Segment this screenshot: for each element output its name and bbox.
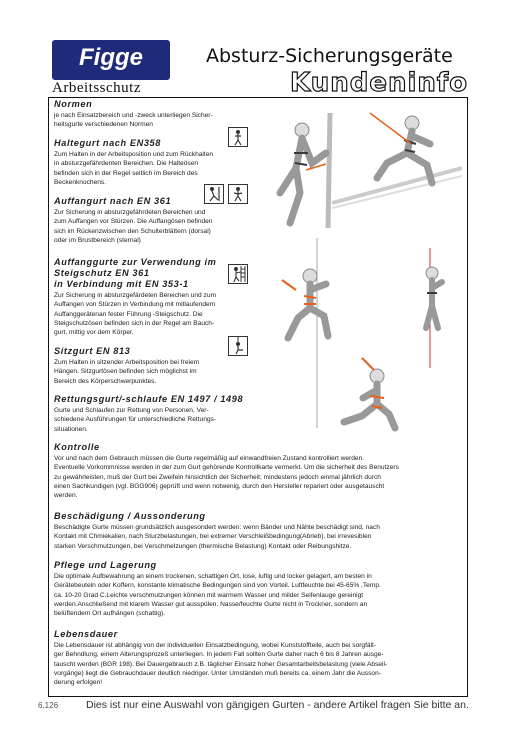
worker-rope-access-figure — [282, 238, 328, 428]
page-number: 6.126 — [38, 701, 59, 710]
text-line: zu gewährleisten, muß der Gurt bei Zweifeln hinsichtlich der Sicherheit; mindestens jedoch einmal jährlich durch — [54, 473, 381, 481]
text-line: befinden sich in der Regel seitlich im Bereich des — [54, 169, 198, 177]
section-beschaedigung — [54, 511, 464, 551]
section-heading: Kontrolle — [54, 442, 100, 452]
text-line: Auffanggerätenan fester Führung -Steigschutz. Die — [54, 310, 203, 318]
text-line: Eventuelle Vorkommnisse werden in der zum Gurt gehörende Kontrollkarte vermerkt. Um die sicherheit des Benutzers — [54, 464, 399, 472]
footer-note: Dies ist nur eine Auswahl von gängigen Gurten - andere Artikel fragen Sie bitte an. — [86, 699, 469, 711]
text-line: sich im Rückenzwischen den Schulterblättern (dorsal) — [54, 227, 211, 235]
section-auffangurt — [54, 196, 254, 245]
text-line: Gerätebeuteln oder Koffern, konstante klimatische Bedingungen sind von Vorteil. Luftfeuchte bei 45-65% ,Temp. — [54, 582, 381, 590]
section-heading: Haltegurt nach EN358 — [54, 138, 161, 148]
text-line: ger Behndlung, einem Alterungsprozeß unterliegen. In jedem Fall sollten Gurte daher nach 6 bis 8 Jahren ausge- — [54, 651, 384, 659]
section-heading: Auffanggurte zur Verwendung im — [54, 257, 217, 267]
section-heading: in Verbindung mit EN 353-1 — [54, 279, 189, 289]
text-line: vorgänge) liegt die Gebrauchdauer deutlich niedriger. Unter Umständen muß bereits ca. einem Jahr die Ausson- — [54, 669, 381, 677]
text-line: Zur Sicherung in absturzgefährdeten Bereichen und — [54, 209, 206, 216]
section-pflege — [54, 560, 464, 618]
worker-on-roof-figure — [332, 113, 462, 208]
text-line: heitsgurte verschiedenen Normen — [54, 121, 153, 129]
ladder-pictogram-icon — [228, 264, 248, 284]
text-line: Die Lebensdauer ist abhängig von der individuellen Einsatzbedingung, wobei Kunststoffteile, auch bei sorgfält- — [54, 642, 377, 649]
text-line: Hängen. Sitzgurtösen befinden sich möglichst im — [54, 368, 197, 376]
logo-subtitle: Arbeitsschutz — [52, 80, 141, 96]
worker-on-pole-figure — [280, 113, 330, 228]
text-line: oder im Brustbereich (sternal) — [54, 236, 141, 244]
worker-rescue-figure — [344, 358, 395, 428]
fall-arrest-pictogram-icon-2 — [228, 184, 248, 204]
text-line: Die optimale Aufbewahrung an einem trockenen, schattigen Ort, lose, luftig und locker gelagert, am besten in — [54, 573, 372, 580]
text-line: Auffangen von Stürzen in Verbindung mit mitlaufendem — [54, 301, 216, 309]
text-line: zum Auffangen vor Stürzen. Die Auffangösen befinden — [54, 218, 213, 226]
figge-logo — [52, 40, 170, 80]
section-normen — [54, 99, 284, 130]
section-heading: Lebensdauer — [54, 629, 118, 639]
section-heading: Auffangurt nach EN 361 — [54, 196, 172, 206]
seat-harness-pictogram-icon — [228, 336, 248, 356]
text-line: Bereich des Körperschwerpunktes. — [54, 377, 157, 385]
text-line: Zur Sicherung in absturzgefärdeten Bereichen und zum — [54, 292, 217, 299]
section-rettungsgurt — [54, 394, 264, 434]
text-line: Kontakt mit Chmiekalien, nach Sturzbelastungen, bei extremer Verschleißbedingung(Abrieb), bei irrevesiblen — [54, 533, 372, 541]
text-line: Zum Halten in der Arbeitsposition und zum Rückhalten — [54, 151, 214, 158]
section-kontrolle — [54, 442, 464, 500]
harness-pictogram-icon — [228, 127, 248, 147]
section-lebensdauer — [54, 629, 464, 687]
harness-illustrations — [262, 108, 462, 433]
section-heading: Normen — [54, 99, 93, 109]
text-line: Beckenknochens. — [54, 178, 107, 186]
text-line: Vor und nach dem Gebrauch müssen die Gurte regelmäßig auf einwandfreien Zustand kontrolliert werden. — [54, 455, 365, 462]
text-line: derung erfolgen! — [54, 679, 103, 687]
text-line: situationen. — [54, 425, 88, 433]
section-heading: Sitzgurt EN 813 — [54, 346, 131, 356]
text-line: einen Sachkundigen (vgl. BGG906) geprüft und wenn notwenig, durch den Hersteller repariert oder ausgetauscht — [54, 482, 385, 490]
text-line: Beschädigte Gurte müssen grundsätzlich ausgesondert werden: wenn Bänder und Nähte beschädigt sind, nach — [54, 524, 380, 531]
text-line: gurt, mittig vor dem Körper. — [54, 329, 134, 337]
text-line: schiedene Ausführungen für unterschiedliche Rettungs- — [54, 416, 217, 424]
text-line: tauscht werden (BGR 198). Bei Dauergebrauch z.B. täglicher Einsatz hoher Gesamtarbeitsbelastung (viele Abseil- — [54, 660, 388, 668]
section-heading: Rettungsgurt/-schlaufe EN 1497 / 1498 — [54, 394, 244, 404]
page-subtitle: Kundeninfo — [290, 68, 469, 98]
text-line: starken Verschmutzungen, bei Verschmelzungen (thermische Belastung) Kontakt oder Reibungshitze. — [54, 542, 352, 550]
section-sitzgurt — [54, 346, 254, 386]
text-line: werden.Anschließend mit klarem Wasser gut ausspülen. Nasse/feuchte Gurte nicht in Trockner, sondern an — [54, 600, 368, 608]
fall-arrest-pictogram-icon — [204, 184, 224, 204]
section-heading: Beschädigung / Aussonderung — [54, 511, 206, 521]
logo-brand: Figge — [79, 44, 143, 71]
text-line: Steigschutzösen befinden sich in der Regel am Bauch- — [54, 319, 215, 327]
text-line: ca. 10-20 Grad C.Leichte verschmutzungen können mit warmem Wasser und milder Seifenlauge gereinigt — [54, 591, 364, 599]
text-line: in absturzgefährdenten Bereichen. Die Halteösen — [54, 160, 199, 168]
section-heading: Steigschutz EN 361 — [54, 268, 150, 278]
text-line: belüftendem Ort aufhängen (schattig). — [54, 610, 166, 618]
section-haltegurt — [54, 138, 254, 187]
text-line: Gurte und Schlaufen zur Rettung von Personen, Ver- — [54, 407, 209, 414]
text-line: Zum Halten in sitzender Arbeitsposition bei freiem — [54, 359, 200, 366]
text-line: werden. — [54, 492, 78, 500]
section-heading: Pflege und Lagerung — [54, 560, 157, 570]
worker-ladder-figure — [426, 248, 442, 368]
text-line: je nach Einsatzbereich und -zweck unterliegen Sicher- — [54, 112, 213, 119]
page-title: Absturz-Sicherungsgeräte — [206, 45, 453, 67]
